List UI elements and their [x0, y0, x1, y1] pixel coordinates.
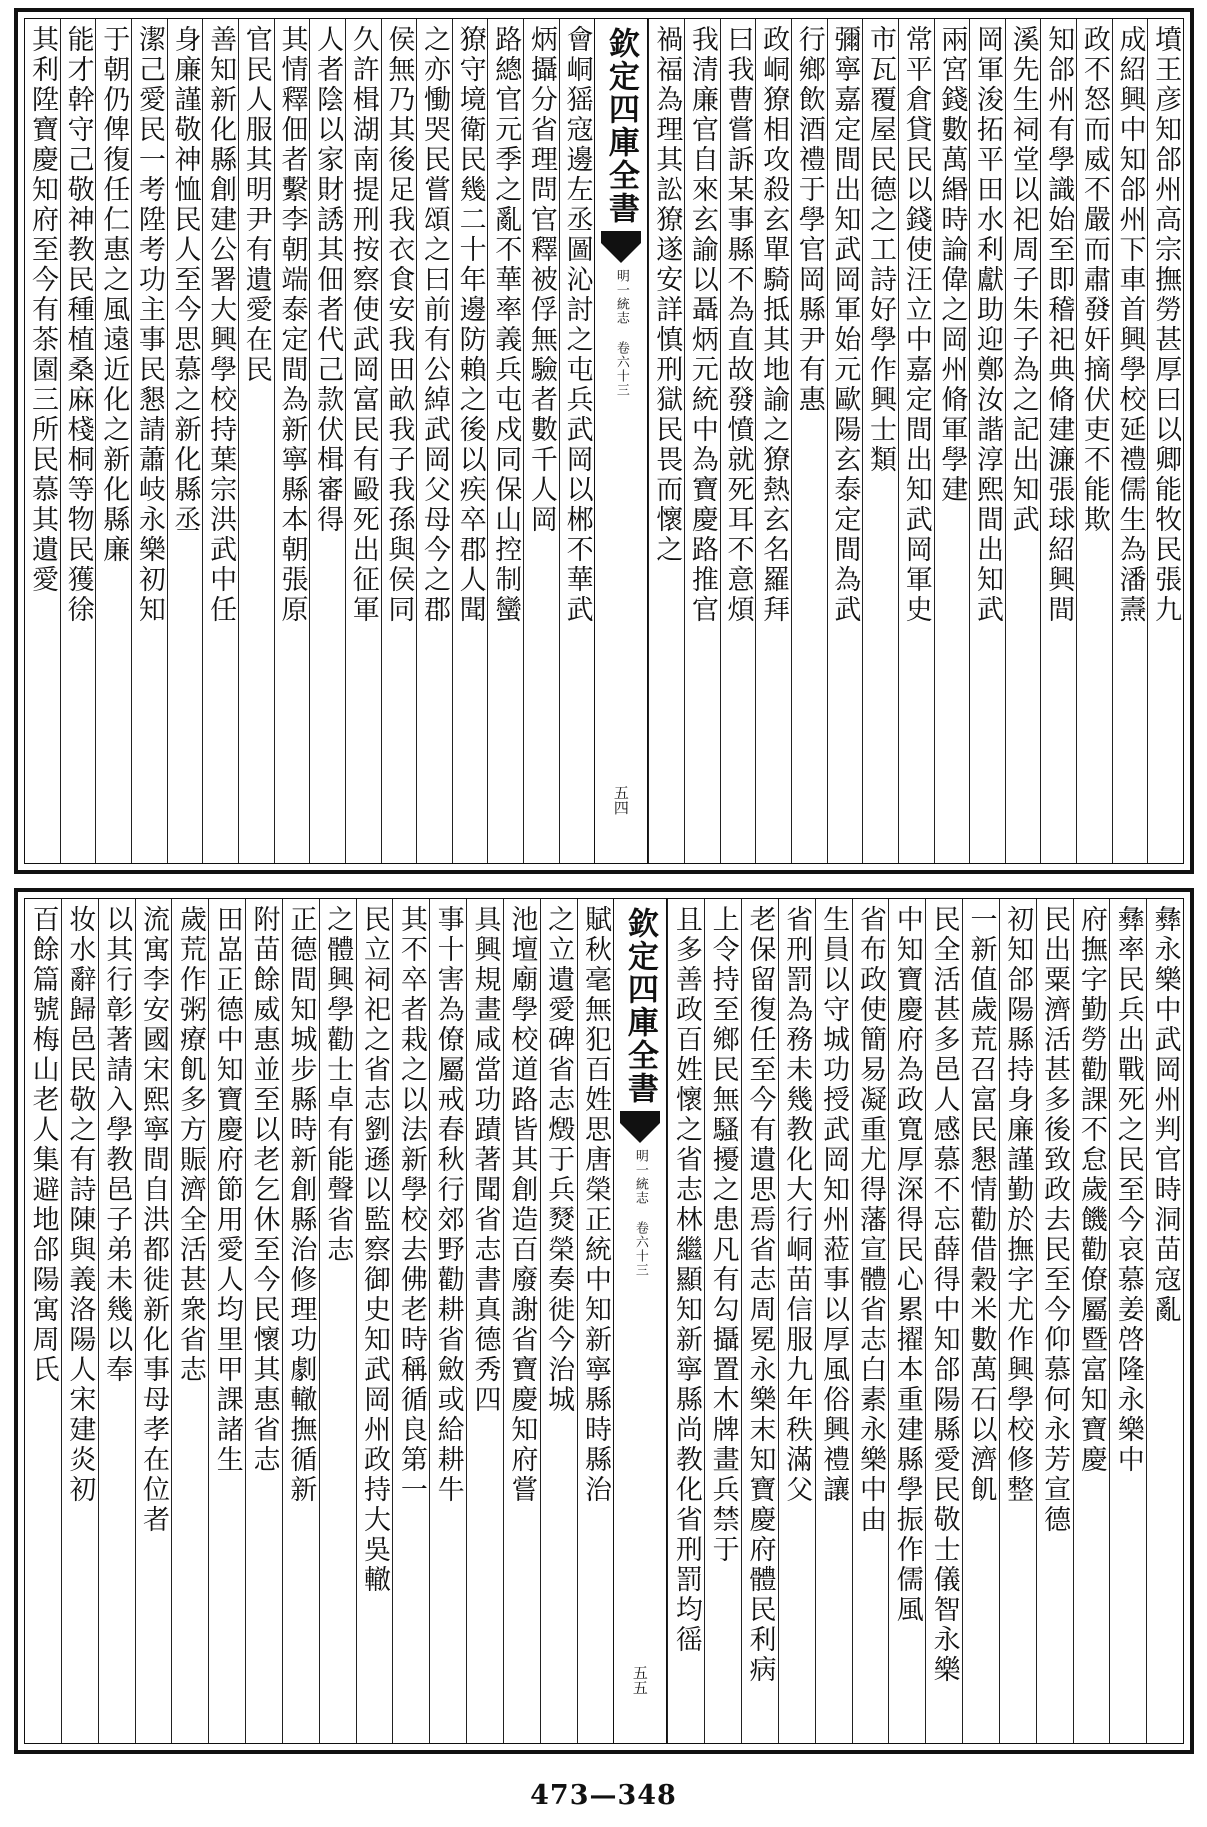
- text-column: [648, 19, 684, 863]
- column-text: 省刑罰為務未幾教化大行峒苗信服九年秩滿父: [781, 905, 813, 1505]
- text-column: [319, 899, 356, 1743]
- column-text: 潔己愛民一考陞考功主事民懇請蕭岐永樂初知: [133, 25, 165, 625]
- text-column: [202, 19, 238, 863]
- text-column: [1109, 899, 1146, 1743]
- text-column: [755, 19, 791, 863]
- text-column: [309, 19, 345, 863]
- text-column: [429, 899, 466, 1743]
- text-column: [381, 19, 417, 863]
- column-text: 妆水辭歸邑民敬之有詩陳與義洛陽人宋建炎初: [64, 905, 96, 1505]
- text-column: [1076, 19, 1112, 863]
- column-text: 流寓李安國宋熙寧間自洪都徙新化事母孝在位者: [138, 905, 170, 1535]
- text-column: [167, 19, 203, 863]
- column-text: 正德間知城步縣時新創縣治修理功劇轍撫循新: [285, 905, 317, 1505]
- column-text: 溪先生祠堂以祀周子朱子為之記出知武: [1007, 25, 1039, 535]
- column-text: 上令持至鄉民無騷擾之患凡有勾攝置木牌畫兵禁于: [707, 905, 739, 1565]
- text-column: [1036, 899, 1073, 1743]
- volume-label: 明一統志 卷六十三: [613, 269, 629, 397]
- column-text: 善知新化縣創建公署大興學校持葉宗洪武中任: [205, 25, 237, 625]
- text-column: [540, 899, 577, 1743]
- column-text: 歲荒作粥療飢多方賑濟全活甚衆省志: [174, 905, 206, 1385]
- text-column: [61, 899, 98, 1743]
- text-column: [171, 899, 208, 1743]
- column-text: 知郃州有學識始至即稽祀典脩建濂張球紹興間: [1043, 25, 1075, 625]
- column-text: 其情釋佃者繫李朝端泰定間為新寧縣本朝張原: [276, 25, 308, 625]
- text-column: [999, 899, 1036, 1743]
- text-column: [95, 19, 131, 863]
- column-text: 禍福為理其訟獠遂安詳慎刑獄民畏而懷之: [651, 25, 683, 565]
- text-column: [704, 899, 741, 1743]
- column-text: 兩宮錢數萬緡時論偉之岡州脩軍學建: [936, 25, 968, 505]
- column-text: 彝永樂中武岡州判官時洞苗寇亂: [1149, 905, 1181, 1325]
- column-text: 政不怒而威不嚴而肅發奸摘伏吏不能欺: [1078, 25, 1110, 535]
- column-text: 侯無乃其後足我衣食安我田畝我子我孫與侯同: [383, 25, 415, 625]
- column-text: 行鄉飲酒禮于學官岡縣尹有惠: [793, 25, 825, 415]
- text-column: [523, 19, 559, 863]
- text-column: [827, 19, 863, 863]
- text-column: [208, 899, 245, 1743]
- column-text: 老保留復任至今有遺思焉省志周冕永樂末知寶慶府體民利病: [744, 905, 776, 1685]
- text-column: [60, 19, 96, 863]
- column-text: 會峒猺寇邊左丞圖沁討之屯兵武岡以郴不華武: [561, 25, 593, 625]
- column-text: 田嵓正德中知寶慶府節用愛人均里甲課諸生: [211, 905, 243, 1475]
- text-column: [345, 19, 381, 863]
- column-text: 能才幹守己敬神教民種植桑麻棧桐等物民獲徐: [62, 25, 94, 625]
- fishtail-mark-icon: [601, 231, 641, 265]
- column-text: 之體興學勸士卓有能聲省志: [322, 905, 354, 1265]
- text-column: [667, 899, 704, 1743]
- text-column: [245, 899, 282, 1743]
- folio-number: 五五: [630, 1665, 649, 1695]
- column-text: 之立遺愛碑省志燬于兵燹榮奏徙今治城: [543, 905, 575, 1415]
- text-column: [741, 899, 778, 1743]
- column-text: 于朝仍俾復任仁惠之風遠近化之新化縣廉: [98, 25, 130, 565]
- column-text: 市瓦覆屋民德之工詩好學作興士類: [865, 25, 897, 475]
- column-text: 百餘篇號梅山老人集避地郃陽寓周氏: [27, 905, 59, 1385]
- column-text: 民出粟濟活甚多後致政去民至今仰慕何永芳宣德: [1039, 905, 1071, 1535]
- top-page-frame: [24, 18, 1184, 864]
- text-column: [98, 899, 135, 1743]
- column-text: 人者陰以家財誘其佃者代己款伏楫審得: [312, 25, 344, 535]
- text-column: [684, 19, 720, 863]
- column-text: 常平倉貸民以錢使汪立中嘉定間出知武岡軍史: [900, 25, 932, 625]
- text-column: [852, 899, 889, 1743]
- folio-number: 五四: [611, 785, 630, 815]
- column-text: 事十害為僚屬戒春秋行郊野勸耕省斂或給耕牛: [432, 905, 464, 1505]
- center-fold: [613, 899, 667, 1743]
- column-text: 曰我曹嘗訴某事縣不為直故發憤就死耳不意煩: [722, 25, 754, 625]
- text-column: [1040, 19, 1076, 863]
- column-text: 具興規畫咸當功蹟著聞省志書真德秀四: [469, 905, 501, 1415]
- column-text: 墳王彦知郃州高宗撫勞甚厚曰以卿能牧民張九: [1150, 25, 1182, 625]
- center-fold: [594, 19, 648, 863]
- text-column: [934, 19, 970, 863]
- fishtail-mark-icon: [620, 1111, 660, 1145]
- text-column: [1147, 19, 1183, 863]
- text-column: [25, 899, 61, 1743]
- bottom-page: [14, 888, 1194, 1754]
- column-text: 且多善政百姓懷之省志林繼顯知新寧縣尚教化省刑罰均徭: [670, 905, 702, 1655]
- text-column: [720, 19, 756, 863]
- text-column: [135, 899, 172, 1743]
- text-column: [392, 899, 429, 1743]
- text-column: [416, 19, 452, 863]
- text-column: [969, 19, 1005, 863]
- text-column: [962, 899, 999, 1743]
- text-column: [778, 899, 815, 1743]
- book-title: 欽定四庫全書: [621, 907, 658, 1105]
- text-column: [925, 899, 962, 1743]
- bottom-page-frame: [24, 898, 1184, 1744]
- top-page: [14, 8, 1194, 874]
- text-column: [559, 19, 595, 863]
- bottom-page-columns: [25, 899, 1183, 1743]
- page-reference-number: 473—348: [530, 1780, 677, 1811]
- text-column: [1112, 19, 1148, 863]
- column-text: 池壇廟學校道路皆其創造百廢謝省寶慶知府嘗: [506, 905, 538, 1505]
- column-text: 府撫字勤勞勸課不怠歲饑勸僚屬暨富知寶慶: [1075, 905, 1107, 1475]
- text-column: [452, 19, 488, 863]
- column-text: 其不卒者栽之以法新學校去佛老時稱循良第一: [395, 905, 427, 1505]
- column-text: 賦秋毫無犯百姓思唐榮正統中知新寧縣時縣治: [579, 905, 611, 1505]
- text-column: [577, 899, 614, 1743]
- column-text: 彌寧嘉定間出知武岡軍始元歐陽玄泰定間為武: [829, 25, 861, 625]
- column-text: 生員以守城功授武岡知州蒞事以厚風俗興禮讓: [818, 905, 850, 1505]
- text-column: [791, 19, 827, 863]
- column-text: 成紹興中知郃州下車首興學校延禮儒生為潘燾: [1114, 25, 1146, 625]
- text-column: [862, 19, 898, 863]
- column-text: 中知寶慶府為政寬厚深得民心累擢本重建縣學振作儒風: [891, 905, 923, 1625]
- text-column: [898, 19, 934, 863]
- text-column: [274, 19, 310, 863]
- column-text: 初知郃陽縣持身廉謹勤於撫字尤作興學校修整: [1002, 905, 1034, 1505]
- column-text: 獠守境衛民幾二十年邊防賴之後以疾卒郡人聞: [454, 25, 486, 625]
- text-column: [815, 899, 852, 1743]
- text-column: [487, 19, 523, 863]
- column-text: 路總官元季之亂不華率義兵屯戍同保山控制蠻: [490, 25, 522, 625]
- column-text: 省布政使簡易凝重尤得藩宣體省志白素永樂中由: [854, 905, 886, 1535]
- column-text: 以其行彰著請入學教邑子弟未幾以奉: [101, 905, 133, 1385]
- text-column: [25, 19, 60, 863]
- column-text: 彝率民兵出戰死之民至今哀慕姜啓隆永樂中: [1112, 905, 1144, 1475]
- top-page-columns: [25, 19, 1183, 863]
- text-column: [888, 899, 925, 1743]
- column-text: 岡軍浚拓平田水利獻助迎鄭汝諧淳熙間出知武: [971, 25, 1003, 625]
- column-text: 之亦慟哭民嘗頌之曰前有公綽武岡父母今之郡: [419, 25, 450, 625]
- text-column: [282, 899, 319, 1743]
- column-text: 身廉謹敬神恤民人至今思慕之新化縣丞: [169, 25, 201, 535]
- text-column: [356, 899, 393, 1743]
- text-column: [466, 899, 503, 1743]
- text-column: [1146, 899, 1183, 1743]
- text-column: [131, 19, 167, 863]
- text-column: [1073, 899, 1110, 1743]
- column-text: 政峒獠相攻殺玄單騎抵其地諭之獠熱玄名羅拜: [758, 25, 790, 625]
- volume-label: 明一統志 卷六十三: [632, 1149, 648, 1277]
- column-text: 民全活甚多邑人感慕不忘薛得中知郃陽縣愛民敬士儀智永樂: [928, 905, 960, 1685]
- text-column: [238, 19, 274, 863]
- column-text: 久許楫湖南提刑按察使武岡富民有毆死出征軍: [347, 25, 379, 625]
- book-title: 欽定四庫全書: [602, 27, 639, 225]
- text-column: [503, 899, 540, 1743]
- column-text: 附苗餘威惠並至以老乞休至今民懷其惠省志: [248, 905, 280, 1475]
- column-text: 一新值歲荒召富民懇情勸借穀米數萬石以濟飢: [965, 905, 997, 1505]
- column-text: 炳攝分省理問官釋被俘無驗者數千人岡: [525, 25, 557, 535]
- column-text: 其利陞寶慶知府至今有茶園三所民慕其遺愛: [26, 25, 58, 595]
- column-text: 我清廉官自來玄諭以聶炳元統中為寶慶路推官: [686, 25, 718, 625]
- column-text: 官民人服其明尹有遺愛在民: [240, 25, 272, 385]
- text-column: [1005, 19, 1041, 863]
- column-text: 民立祠祀之省志劉遜以監察御史知武岡州政持大吳轍: [359, 905, 391, 1595]
